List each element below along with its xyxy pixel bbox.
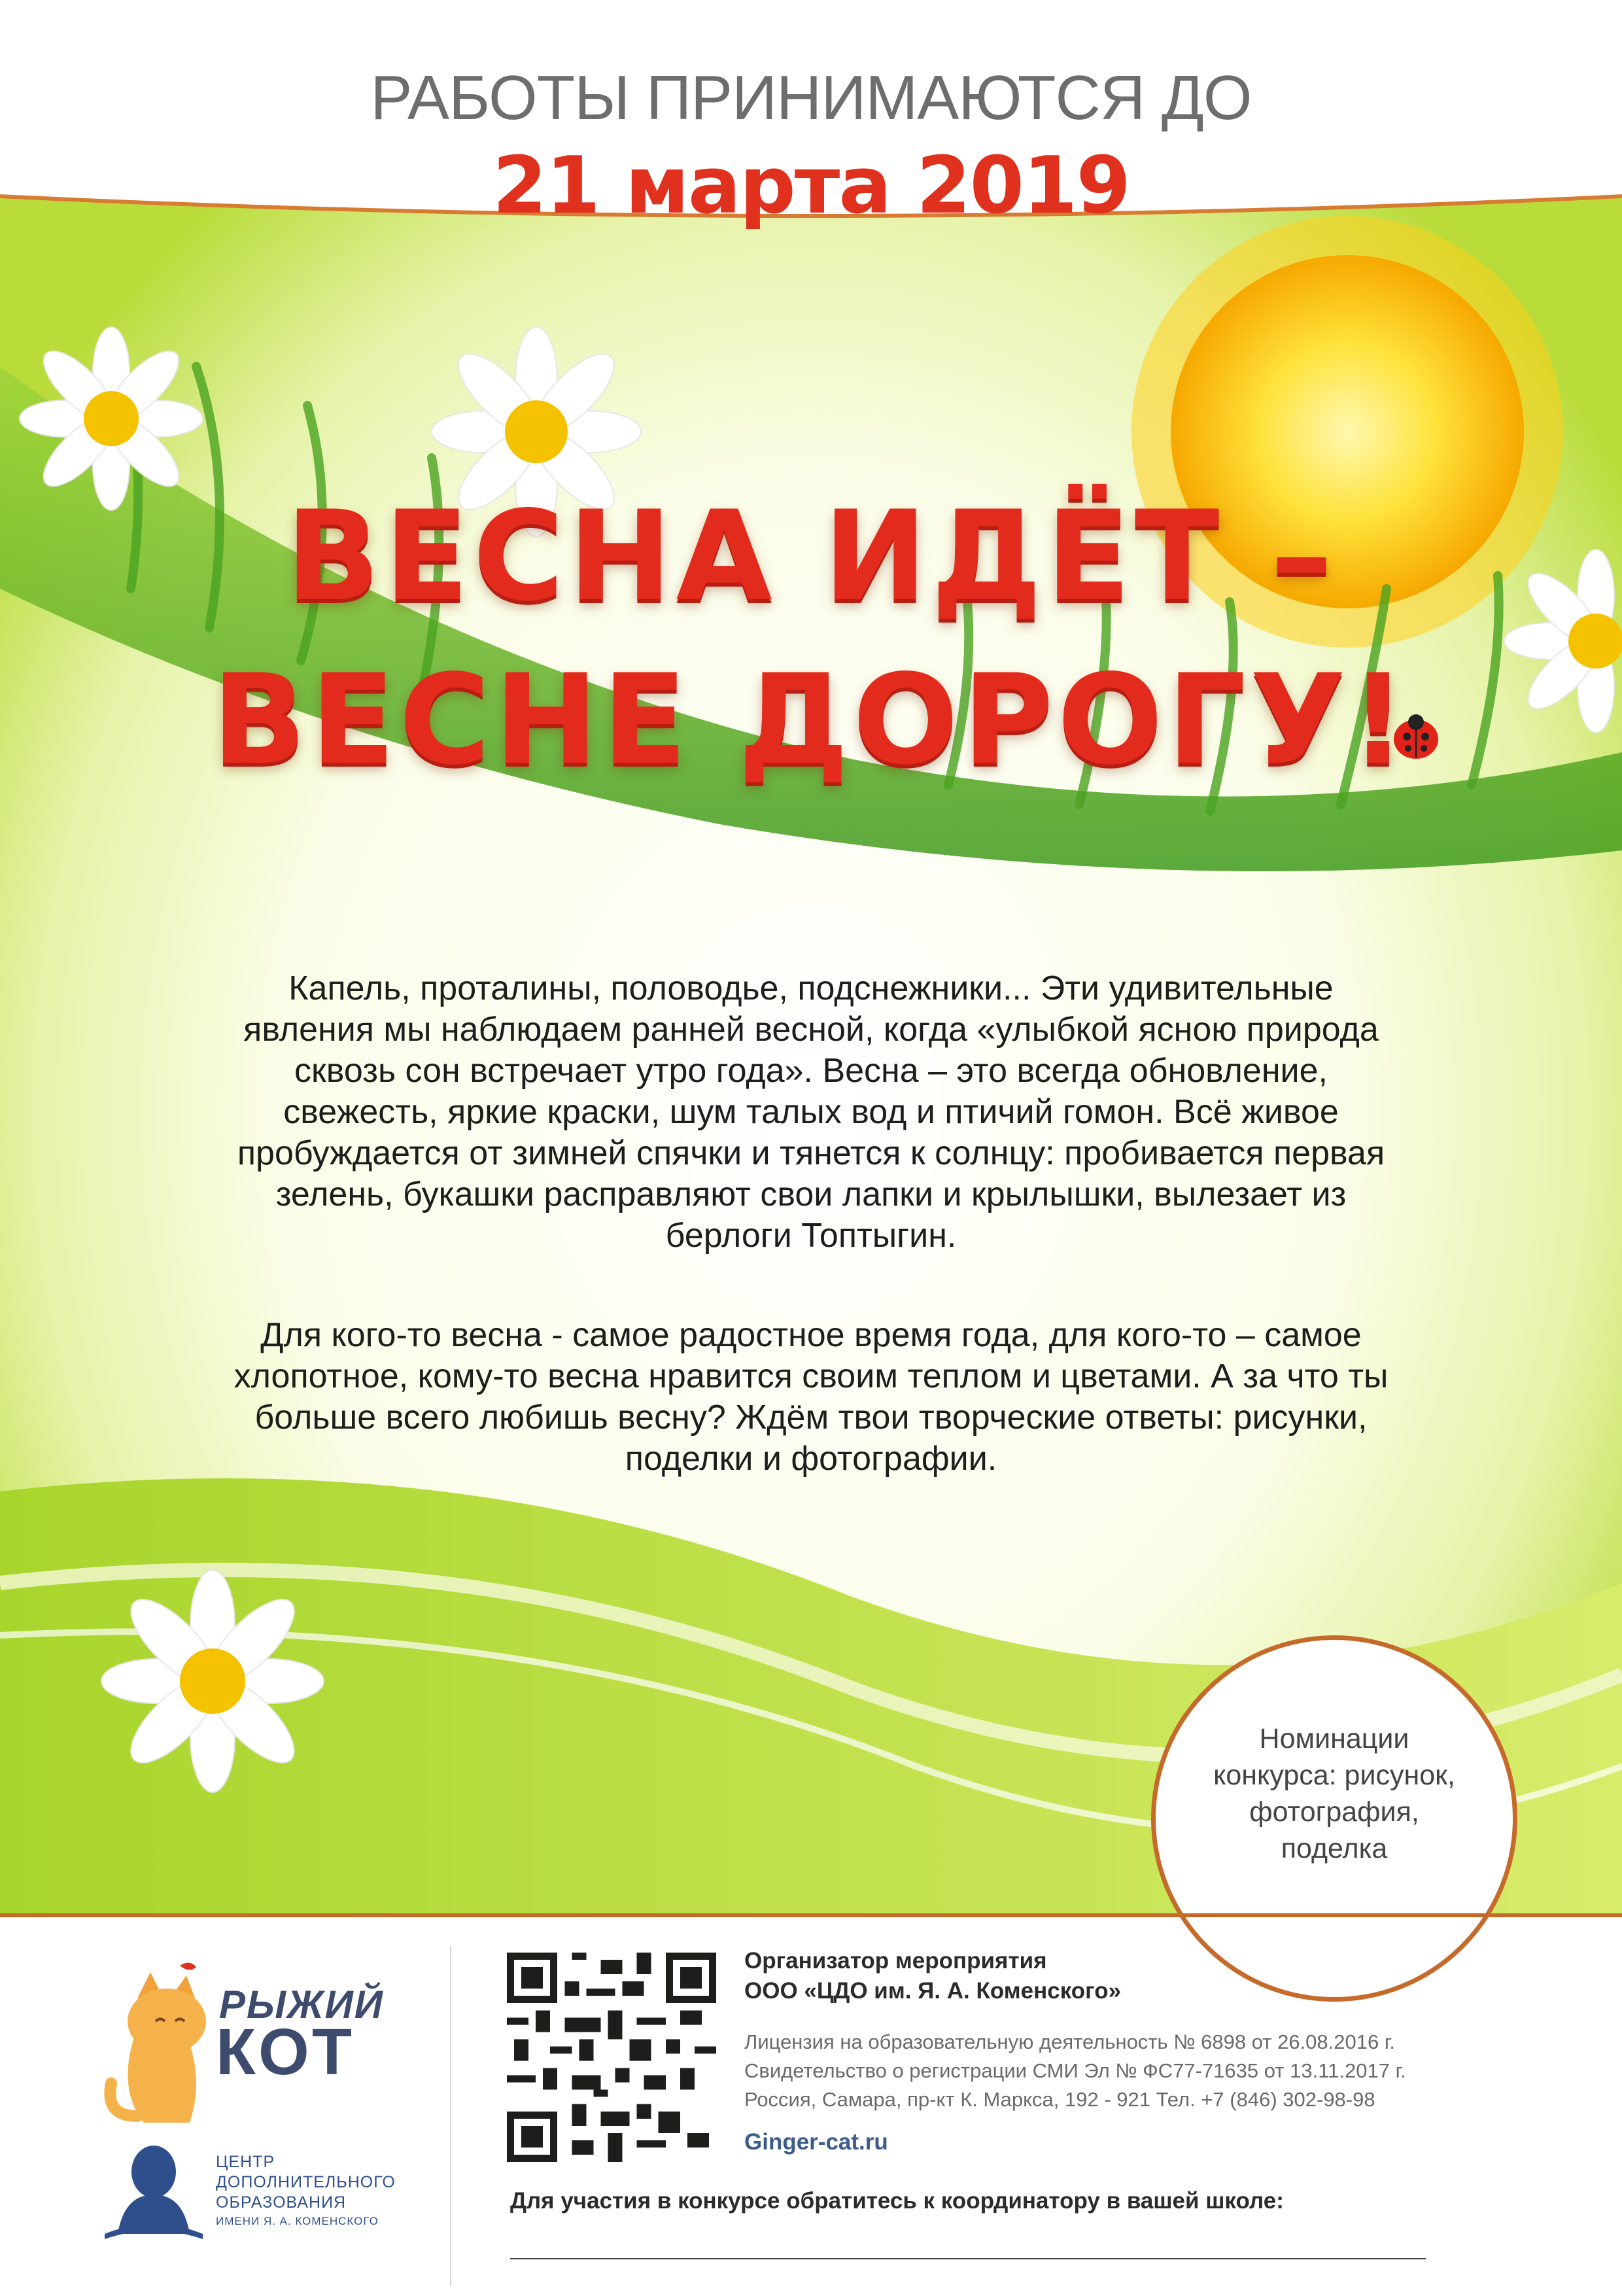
footer-divider [0,1913,1622,1917]
brand-name-top: РЫЖИЙ [219,1983,384,2026]
poster-title-line1: ВЕСНА ИДЁТ – [285,484,1337,629]
brand-name-bottom: КОТ [216,2015,354,2089]
daisy-icon [101,1570,324,1792]
cdo-name-small: ИМЕНИ Я. А. КОМЕНСКОГО [216,2215,379,2227]
ginger-cat-logo-icon [98,1959,216,2136]
organizer-name: ООО «ЦДО им. Я. А. Коменского» [744,1978,1122,2004]
organizer-title: Организатор мероприятия [744,1948,1047,1974]
deadline-date: 21 марта 2019 [492,141,1130,232]
license-text: Лицензия на образовательную деятельность № 6898 от 26.08.2016 г. [744,2030,1395,2053]
daisy-icon [20,327,203,510]
footer-vertical-divider [450,1946,451,2286]
contact-instruction: Для участия в конкурсе обратитесь к координатору в вашей школе: [510,2188,1284,2214]
qr-code-icon [507,1953,716,2162]
nominations-text: Номинации конкурса: рисунок, фотография, поделка [1213,1723,1455,1864]
address-text: Россия, Самара, пр-кт К. Маркса, 192 - 921 Тел. +7 (846) 302-98-98 [744,2088,1375,2111]
website-link[interactable]: Ginger-cat.ru [744,2129,888,2155]
registration-text: Свидетельство о регистрации СМИ Эл № ФС77-71635 от 13.11.2017 г. [744,2059,1406,2082]
komensky-portrait-icon [98,2136,209,2240]
coordinator-fill-line [510,2258,1426,2259]
poster-title-line2: ВЕСНЕ ДОРОГУ! [211,648,1411,792]
cdo-name: ЦЕНТР ДОПОЛНИТЕЛЬНОГО ОБРАЗОВАНИЯ [216,2153,396,2212]
description-paragraph-1: Капель, проталины, половодье, подснежники... Эти удивительные явления мы наблюдаем ранней весной, когда «улыбкой ясною природа сквозь сон встречает утро года». Весна – это всегда обновление, свежесть, яркие краски, шум талых вод и птичий гомон. Всё живое пробуждается от зимней спячки и тянется к солнцу: пробивается первая зелень, букашки расправляют свои лапки и крылышки, вылезает из берлоги Топтыгин. [237,969,1385,1255]
deadline-label: РАБОТЫ ПРИНИМАЮТСЯ ДО [370,63,1252,133]
description-paragraph-2: Для кого-то весна - самое радостное время года, для кого-то – самое хлопотное, кому-то весна нравится своим теплом и цветами. А за что ты больше всего любишь весну? Ждём твои творческие ответы: рисунки, поделки и фотографии. [233,1316,1389,1478]
